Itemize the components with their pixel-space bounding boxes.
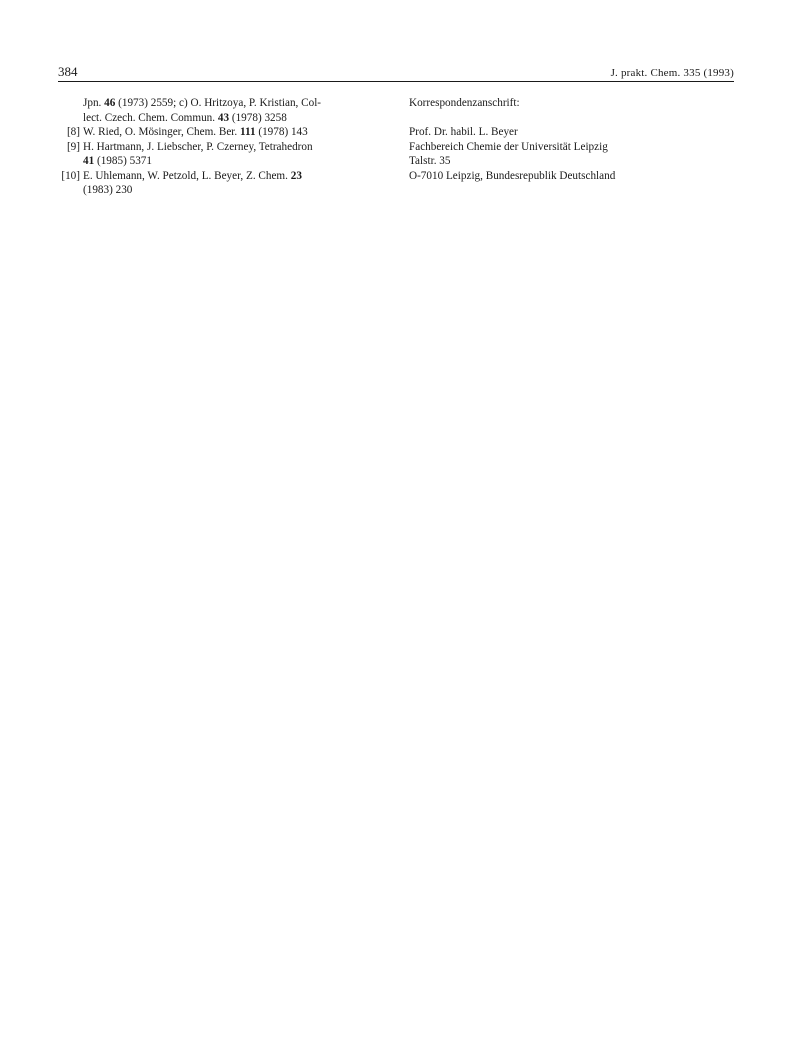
spacer xyxy=(409,111,739,126)
references-column xyxy=(58,96,386,198)
address-street: Talstr. 35 xyxy=(409,155,451,167)
reference-9 xyxy=(58,140,386,169)
address-department: Fachbereich Chemie der Universität Leipzig xyxy=(409,140,608,153)
address-name: Prof. Dr. habil. L. Beyer xyxy=(409,126,518,138)
reference-line: W. Ried, O. Mösinger, Chem. Ber. 111 (1978) 143 xyxy=(83,126,308,138)
correspondence-heading: Korrespondenzanschrift: xyxy=(409,97,520,109)
reference-number: [8] xyxy=(66,126,80,138)
reference-8 xyxy=(58,125,386,140)
reference-line: lect. Czech. Chem. Commun. 43 (1978) 3258 xyxy=(83,111,287,124)
reference-line: 41 (1985) 5371 xyxy=(83,155,152,167)
reference-line: Jpn. 46 (1973) 2559; c) O. Hritzoya, P. Kristian, Col- xyxy=(83,97,322,109)
page-number: 384 xyxy=(58,64,78,79)
reference-7-continuation xyxy=(58,96,386,125)
reference-10 xyxy=(58,169,386,198)
header-rule xyxy=(58,81,734,82)
reference-number: [9] xyxy=(66,140,80,153)
running-header-journal: J. prakt. Chem. 335 (1993) xyxy=(610,67,734,79)
address-city: O-7010 Leipzig, Bundesrepublik Deutschland xyxy=(409,169,616,182)
reference-number: [10] xyxy=(61,169,80,182)
reference-line: (1983) 230 xyxy=(83,184,133,196)
reference-line: E. Uhlemann, W. Petzold, L. Beyer, Z. Chem. 23 xyxy=(83,169,302,182)
correspondence-column xyxy=(409,96,739,183)
reference-line: H. Hartmann, J. Liebscher, P. Czerney, Tetrahedron xyxy=(83,140,313,153)
